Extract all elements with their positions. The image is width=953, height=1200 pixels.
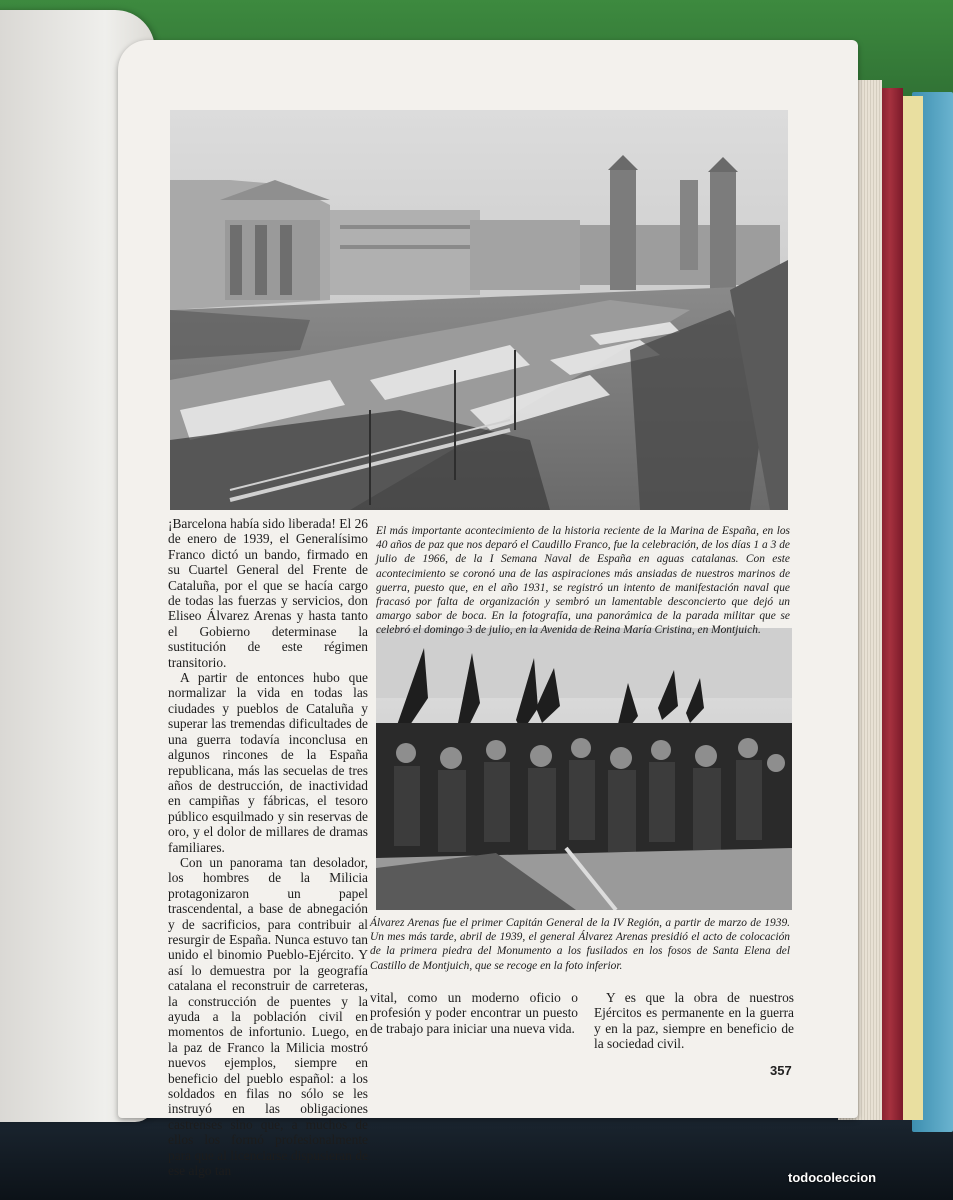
page-number: 357 <box>770 1063 792 1078</box>
article-middle-column: vital, como un moderno oficio o profesión y poder encontrar un puesto de trabajo para iniciar una nueva vida. <box>370 990 578 1036</box>
ceremony-photo <box>376 628 792 910</box>
top-photo-caption: El más importante acontecimiento de la historia reciente de la Marina de España, en los 40 años de paz que nos deparó el Caudillo Franco, fue la celebración, de los días 1 a 3 de julio de 1966, de la I Semana Naval de España en aguas catalanas. Con este acontecimiento se coronó una de las aspiraciones más ansiadas de nuestros marinos de guerra, puesto que, en el año 1931, se registró un intento de manifestación naval que fracasó por falta de organización y sembró un lamentable desconcierto que dejó un amargo sabor de boca. En la fotografía, una panorámica de la parada militar que se celebró el domingo 3 de julio, en la Avenida de Reina María Cristina, en Montjuich. <box>376 525 790 637</box>
paragraph-1: ¡Barcelona había sido liberada! El 26 de enero de 1939, el Generalísimo Franco dictó un bando, firmado en su Cuartel General del Frente de Cataluña, por el que se hacía cargo de todas las fuerzas y servicios, don Eliseo Álvarez Arenas y hasta tanto el Gobierno determinase la sustitución de este régimen transitorio. <box>168 516 368 670</box>
parade-photo-image <box>170 110 788 510</box>
watermark-logo: todocoleccion <box>788 1170 877 1185</box>
bottom-photo-caption: Álvarez Arenas fue el primer Capitán General de la IV Región, a partir de marzo de 1939. Un mes más tarde, abril de 1939, el general Álvarez Arenas presidió el acto de colocación de la primera piedra del Monumento a los fusilados en los fosos de Santa Elena del Castillo de Montjuich, que se recoge en la foto inferior. <box>370 917 790 972</box>
paragraph-2: A partir de entonces hubo que normalizar la vida en todas las ciudades y pueblos de Cataluña y superar las tremendas dificultades de una guerra todavía inconclusa en algunos rincones de la España republicana, más las secuelas de tres años de destrucción, de inactividad en campiñas y fábricas, el tesoro público esquilmado y sin reservas de oro, y el dolor de millares de dramas familiares. <box>168 670 368 855</box>
article-left-column <box>168 516 368 1178</box>
ceremony-photo-image <box>376 628 792 910</box>
parade-photo <box>170 110 788 510</box>
dark-table-surface <box>0 1110 953 1200</box>
paragraph-3: Con un panorama tan desolador, los hombres de la Milicia protagonizaron un papel trascendental, a base de abnegación y de sacrificios, para contribuir al resurgir de España. Nunca estuvo tan unido el binomio Pueblo-Ejército. Y así lo demuestra por la geografía catalana el reconstruir de carreteras, la construcción de puentes y la ayuda a la población civil en momentos de infortunio. Luego, en la paz de Franco la Milicia mostró nuevos ejemplos, siempre en beneficio del pueblo español: a los soldados en filas no sólo se les instruyó en las obligaciones castrenses sino que, a muchos de ellos los formó profesionalmente para que al licenciarse dispusieran de ese algo tan <box>168 854 368 1179</box>
article-right-column: Y es que la obra de nuestros Ejércitos es permanente en la guerra y en la paz, siempre en beneficio de la sociedad civil. <box>594 990 794 1052</box>
